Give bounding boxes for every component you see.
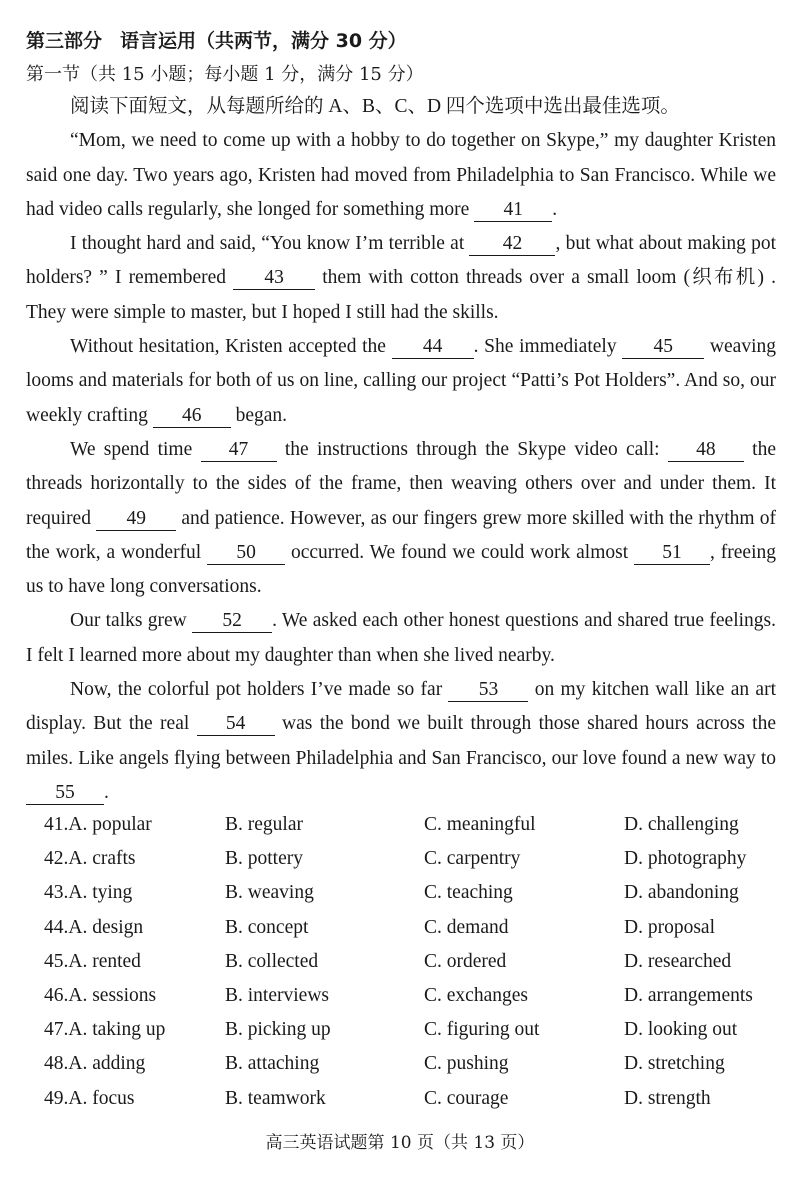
passage-text: , but what about making pot holders? ” I remembered [26, 233, 776, 289]
blank-45: 45 [622, 336, 704, 359]
passage-paragraph-4 [26, 433, 776, 604]
blank-48: 48 [668, 439, 744, 462]
passage-text: I thought hard and said, “You know I’m terrible at [70, 233, 470, 255]
option-b: B. pottery [225, 848, 303, 870]
option-row-44 [44, 911, 784, 945]
passage-text: Now, the colorful pot holders I’ve made so far [70, 679, 449, 701]
page-footer: 高三英语试题第 10 页（共 13 页） [265, 1133, 535, 1153]
option-d: D. photography [624, 848, 747, 870]
option-c: C. pushing [424, 1053, 509, 1075]
option-a: 48.A. adding [44, 1053, 146, 1075]
section-title: 语言运用（共两节，满分 30 分） [120, 30, 407, 52]
option-a: 49.A. focus [44, 1087, 135, 1109]
option-row-46 [44, 979, 784, 1013]
option-d: D. strength [624, 1087, 711, 1109]
passage-text: We spend time [70, 438, 201, 460]
passage-text: began. [230, 404, 288, 426]
option-row-49 [44, 1082, 784, 1116]
blank-53: 53 [448, 679, 528, 702]
passage-text: . We asked each other honest questions and shared true feelings. I felt I learned more about my daughter than when she lived nearby. [26, 610, 777, 666]
option-a: 41.A. popular [44, 814, 152, 836]
option-c: C. exchanges [424, 985, 528, 1007]
answer-options [44, 808, 784, 1116]
option-a: 44.A. design [44, 916, 144, 938]
passage-text: . [552, 198, 558, 220]
option-c: C. courage [424, 1087, 509, 1109]
cloze-passage [26, 90, 776, 810]
option-a: 42.A. crafts [44, 848, 136, 870]
blank-41: 41 [474, 199, 552, 222]
passage-text: Our talks grew [70, 610, 193, 632]
option-d: D. challenging [624, 814, 739, 836]
option-a: 45.A. rented [44, 950, 141, 972]
option-d: D. stretching [624, 1053, 725, 1075]
blank-47: 47 [201, 439, 277, 462]
blank-51: 51 [634, 542, 710, 565]
blank-42: 42 [469, 233, 555, 256]
passage-paragraph-6 [26, 673, 776, 810]
option-row-47 [44, 1013, 784, 1047]
passage-text: , freeing us to have long conversations. [26, 541, 777, 598]
instruction-text: 阅读下面短文，从每题所给的 A、B、C、D 四个选项中选出最佳选项。 [70, 96, 680, 117]
passage-text: “Mom, we need to come up with a hobby to do together on Skype,” my daughter Kristen said one day. Two years ago, Kristen had moved from Philadelphia to San Francisco. While we had video calls regularly, she longed for something more [26, 130, 776, 220]
blank-49: 49 [96, 508, 176, 531]
option-c: C. meaningful [424, 814, 536, 836]
option-a: 46.A. sessions [44, 985, 157, 1007]
passage-text: and patience. However, as our fingers grew more skilled with the rhythm of the work, a wonderful [26, 507, 777, 563]
blank-55: 55 [26, 782, 104, 805]
blank-46: 46 [153, 405, 231, 428]
blank-50: 50 [207, 542, 285, 565]
option-a: 47.A. taking up [44, 1019, 166, 1041]
option-b: B. concept [225, 916, 309, 938]
option-b: B. regular [225, 814, 303, 836]
passage-text: them with cotton threads over a small loom (织布机) . They were simple to master, but I hoped I still had the skills. [26, 267, 776, 323]
option-d: D. proposal [624, 916, 715, 938]
subsection-heading: 第一节（共 15 小题；每小题 1 分，满分 15 分） [26, 64, 424, 85]
option-b: B. interviews [225, 985, 329, 1007]
option-c: C. teaching [424, 882, 513, 904]
option-d: D. arrangements [624, 985, 753, 1007]
option-c: C. demand [424, 916, 509, 938]
option-d: D. researched [624, 950, 732, 972]
passage-text: the threads horizontally to the sides of the frame, then weaving others over and under them. It required [26, 438, 776, 529]
option-row-45 [44, 945, 784, 979]
passage-text: the instructions through the Skype video call: [276, 438, 668, 460]
option-c: C. ordered [424, 950, 507, 972]
blank-43: 43 [233, 267, 315, 290]
passage-text: was the bond we built through those shared hours across the miles. Like angels flying between Philadelphia and San Francisco, our love found a new way to [26, 713, 776, 769]
blank-52: 52 [192, 610, 272, 633]
option-b: B. attaching [225, 1053, 320, 1075]
passage-text: . [104, 781, 109, 803]
option-row-42 [44, 842, 784, 876]
blank-44: 44 [392, 336, 474, 359]
option-b: B. weaving [225, 882, 314, 904]
passage-text: weaving looms and materials for both of us on line, calling our project “Patti’s Pot Holders”. And so, our weekly crafting [26, 336, 776, 426]
option-b: B. teamwork [225, 1087, 326, 1109]
option-row-48 [44, 1047, 784, 1081]
option-d: D. looking out [624, 1019, 738, 1041]
passage-paragraph-5 [26, 604, 776, 673]
option-row-43 [44, 876, 784, 910]
passage-text: occurred. We found we could work almost [285, 541, 635, 563]
option-a: 43.A. tying [44, 882, 133, 904]
passage-paragraph-3 [26, 330, 776, 433]
option-d: D. abandoning [624, 882, 739, 904]
option-row-41 [44, 808, 784, 842]
passage-paragraph-2 [26, 227, 776, 330]
blank-54: 54 [197, 713, 275, 736]
option-c: C. figuring out [424, 1019, 540, 1041]
passage-text: Without hesitation, Kristen accepted the [70, 336, 392, 358]
passage-text: on my kitchen wall like an art display. But the real [26, 679, 776, 735]
passage-paragraph-1 [26, 124, 776, 227]
section-heading [26, 26, 407, 53]
passage-text: . She immediately [473, 336, 623, 358]
option-b: B. collected [225, 950, 319, 972]
option-b: B. picking up [225, 1019, 331, 1041]
option-c: C. carpentry [424, 848, 521, 870]
section-part-label: 第三部分 [26, 30, 103, 52]
